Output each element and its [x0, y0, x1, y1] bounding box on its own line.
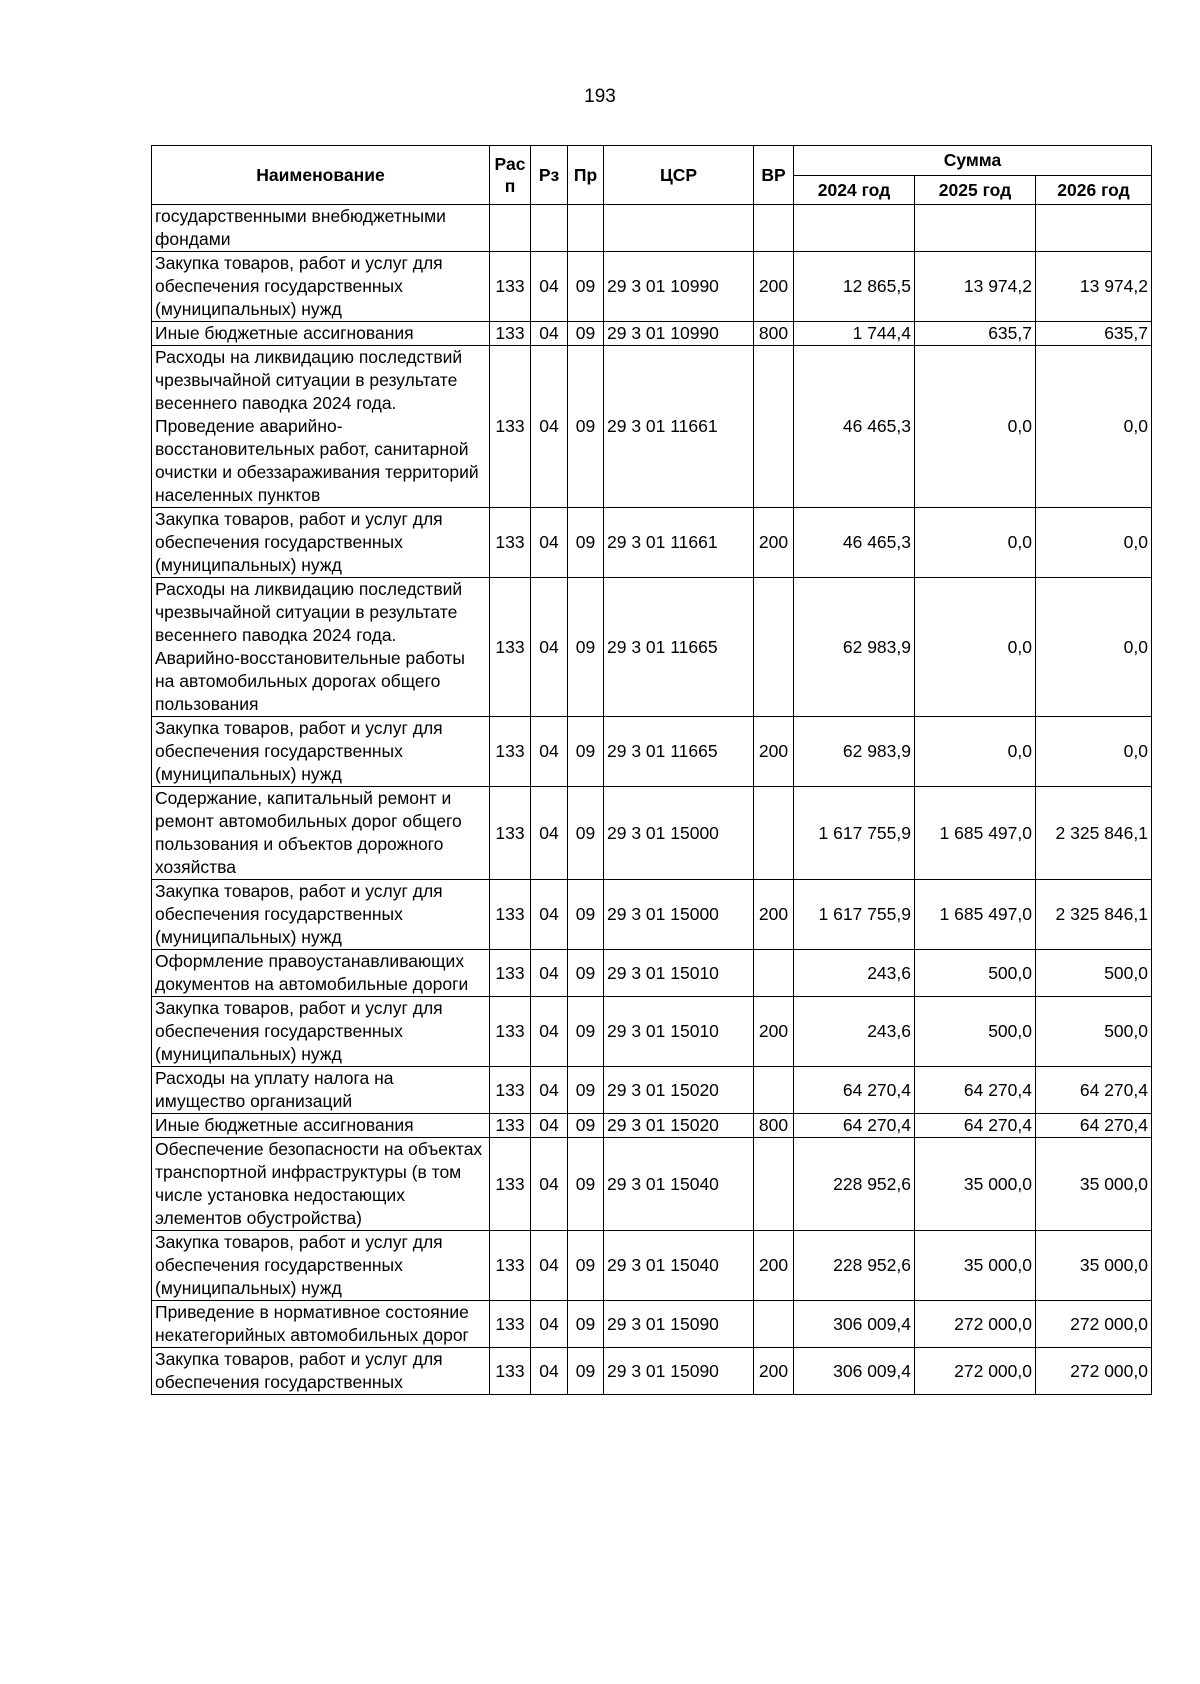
table-row — [152, 578, 1152, 717]
cell-csr: 29 3 01 11665 — [604, 578, 754, 717]
cell-rasp: 133 — [490, 717, 531, 787]
cell-rz: 04 — [531, 346, 568, 508]
cell-rz: 04 — [531, 508, 568, 578]
cell-rasp: 133 — [490, 1138, 531, 1231]
cell-rasp: 133 — [490, 322, 531, 346]
table-row — [152, 787, 1152, 880]
cell-2025: 0,0 — [915, 717, 1036, 787]
cell-vr — [754, 1138, 794, 1231]
table-row — [152, 1138, 1152, 1231]
cell-rz — [531, 205, 568, 252]
cell-2026: 0,0 — [1036, 508, 1152, 578]
cell-2025: 1 685 497,0 — [915, 787, 1036, 880]
cell-2026: 0,0 — [1036, 717, 1152, 787]
cell-2024: 243,6 — [794, 997, 915, 1067]
cell-rz: 04 — [531, 1138, 568, 1231]
cell-2026: 64 270,4 — [1036, 1114, 1152, 1138]
cell-rz: 04 — [531, 880, 568, 950]
cell-name: Закупка товаров, работ и услуг для обеспечения государственных (муниципальных) нужд — [152, 717, 490, 787]
cell-pr: 09 — [568, 1348, 604, 1395]
cell-2024: 12 865,5 — [794, 252, 915, 322]
cell-csr: 29 3 01 11661 — [604, 508, 754, 578]
cell-2026: 35 000,0 — [1036, 1138, 1152, 1231]
cell-2025: 35 000,0 — [915, 1138, 1036, 1231]
cell-2024: 243,6 — [794, 950, 915, 997]
cell-rz: 04 — [531, 717, 568, 787]
cell-csr: 29 3 01 15040 — [604, 1231, 754, 1301]
cell-2026: 2 325 846,1 — [1036, 787, 1152, 880]
cell-2025: 1 685 497,0 — [915, 880, 1036, 950]
cell-csr: 29 3 01 10990 — [604, 252, 754, 322]
cell-2026: 500,0 — [1036, 950, 1152, 997]
cell-csr: 29 3 01 11661 — [604, 346, 754, 508]
cell-2026: 500,0 — [1036, 997, 1152, 1067]
cell-2024: 228 952,6 — [794, 1138, 915, 1231]
cell-pr: 09 — [568, 578, 604, 717]
cell-2025: 0,0 — [915, 578, 1036, 717]
table-row — [152, 1231, 1152, 1301]
cell-name: Закупка товаров, работ и услуг для обеспечения государственных (муниципальных) нужд — [152, 508, 490, 578]
cell-rasp — [490, 205, 531, 252]
cell-rasp: 133 — [490, 346, 531, 508]
table-row — [152, 205, 1152, 252]
cell-2026: 272 000,0 — [1036, 1348, 1152, 1395]
cell-2026: 13 974,2 — [1036, 252, 1152, 322]
cell-pr: 09 — [568, 346, 604, 508]
cell-name: Закупка товаров, работ и услуг для обеспечения государственных (муниципальных) нужд — [152, 880, 490, 950]
cell-2025 — [915, 205, 1036, 252]
cell-2024: 1 617 755,9 — [794, 880, 915, 950]
table-row — [152, 717, 1152, 787]
header-year-2024: 2024 год — [794, 176, 915, 205]
cell-name: Содержание, капитальный ремонт и ремонт автомобильных дорог общего пользования и объектов дорожного хозяйства — [152, 787, 490, 880]
cell-rz: 04 — [531, 1231, 568, 1301]
table-row — [152, 508, 1152, 578]
cell-2025: 64 270,4 — [915, 1067, 1036, 1114]
cell-2025: 500,0 — [915, 950, 1036, 997]
cell-pr: 09 — [568, 950, 604, 997]
cell-rasp: 133 — [490, 1348, 531, 1395]
cell-name: Иные бюджетные ассигнования — [152, 1114, 490, 1138]
cell-name: Закупка товаров, работ и услуг для обеспечения государственных (муниципальных) нужд — [152, 252, 490, 322]
cell-2026: 272 000,0 — [1036, 1301, 1152, 1348]
cell-2024: 64 270,4 — [794, 1067, 915, 1114]
cell-pr: 09 — [568, 322, 604, 346]
cell-rasp: 133 — [490, 950, 531, 997]
cell-csr: 29 3 01 15020 — [604, 1067, 754, 1114]
cell-rz: 04 — [531, 787, 568, 880]
header-rz: Рз — [531, 146, 568, 205]
cell-vr — [754, 1067, 794, 1114]
cell-name: Приведение в нормативное состояние некатегорийных автомобильных дорог — [152, 1301, 490, 1348]
header-vr: ВР — [754, 146, 794, 205]
header-name: Наименование — [152, 146, 490, 205]
cell-pr: 09 — [568, 1231, 604, 1301]
cell-pr: 09 — [568, 1067, 604, 1114]
cell-rasp: 133 — [490, 880, 531, 950]
cell-pr: 09 — [568, 252, 604, 322]
cell-2024: 64 270,4 — [794, 1114, 915, 1138]
cell-rz: 04 — [531, 578, 568, 717]
cell-pr: 09 — [568, 997, 604, 1067]
cell-pr: 09 — [568, 1114, 604, 1138]
header-year-2026: 2026 год — [1036, 176, 1152, 205]
cell-2025: 500,0 — [915, 997, 1036, 1067]
cell-csr: 29 3 01 15090 — [604, 1301, 754, 1348]
cell-2024: 306 009,4 — [794, 1301, 915, 1348]
cell-2025: 35 000,0 — [915, 1231, 1036, 1301]
table-row — [152, 346, 1152, 508]
cell-rasp: 133 — [490, 252, 531, 322]
cell-vr — [754, 205, 794, 252]
budget-table — [151, 145, 1152, 1395]
cell-csr: 29 3 01 15090 — [604, 1348, 754, 1395]
cell-rasp: 133 — [490, 787, 531, 880]
cell-2024: 62 983,9 — [794, 578, 915, 717]
cell-vr — [754, 787, 794, 880]
cell-csr: 29 3 01 10990 — [604, 322, 754, 346]
table-row — [152, 252, 1152, 322]
cell-2026: 635,7 — [1036, 322, 1152, 346]
table-row — [152, 997, 1152, 1067]
cell-vr: 200 — [754, 252, 794, 322]
cell-rz: 04 — [531, 997, 568, 1067]
cell-rasp: 133 — [490, 1231, 531, 1301]
cell-rasp: 133 — [490, 508, 531, 578]
cell-2024: 228 952,6 — [794, 1231, 915, 1301]
header-sum: Сумма — [794, 146, 1152, 176]
cell-2025: 64 270,4 — [915, 1114, 1036, 1138]
cell-csr: 29 3 01 15010 — [604, 997, 754, 1067]
table-row — [152, 1301, 1152, 1348]
cell-vr — [754, 1301, 794, 1348]
cell-vr: 200 — [754, 1231, 794, 1301]
cell-pr: 09 — [568, 508, 604, 578]
cell-2024 — [794, 205, 915, 252]
cell-csr: 29 3 01 15040 — [604, 1138, 754, 1231]
page-number: 193 — [584, 86, 616, 107]
cell-vr — [754, 950, 794, 997]
cell-name: Закупка товаров, работ и услуг для обеспечения государственных — [152, 1348, 490, 1395]
cell-vr — [754, 578, 794, 717]
cell-2024: 62 983,9 — [794, 717, 915, 787]
header-pr: Пр — [568, 146, 604, 205]
cell-pr: 09 — [568, 787, 604, 880]
cell-vr: 200 — [754, 717, 794, 787]
cell-rz: 04 — [531, 1114, 568, 1138]
cell-2026: 0,0 — [1036, 578, 1152, 717]
cell-vr: 200 — [754, 508, 794, 578]
cell-csr: 29 3 01 15010 — [604, 950, 754, 997]
table-row — [152, 1114, 1152, 1138]
cell-rasp: 133 — [490, 1067, 531, 1114]
table-row — [152, 1067, 1152, 1114]
cell-vr: 200 — [754, 1348, 794, 1395]
cell-pr: 09 — [568, 880, 604, 950]
header-year-2025: 2025 год — [915, 176, 1036, 205]
cell-pr: 09 — [568, 1138, 604, 1231]
cell-2026 — [1036, 205, 1152, 252]
cell-name: Расходы на ликвидацию последствий чрезвычайной ситуации в результате весеннего паводка 2024 года. Проведение аварийно-восстановительных работ, санитарной очистки и обеззараживания территорий населенных пунктов — [152, 346, 490, 508]
header-csr: ЦСР — [604, 146, 754, 205]
cell-2025: 272 000,0 — [915, 1348, 1036, 1395]
cell-2025: 0,0 — [915, 508, 1036, 578]
cell-vr: 200 — [754, 880, 794, 950]
cell-2024: 1 744,4 — [794, 322, 915, 346]
cell-pr: 09 — [568, 1301, 604, 1348]
cell-rasp: 133 — [490, 578, 531, 717]
cell-name: государственными внебюджетными фондами — [152, 205, 490, 252]
cell-2024: 306 009,4 — [794, 1348, 915, 1395]
cell-2026: 0,0 — [1036, 346, 1152, 508]
cell-csr: 29 3 01 15020 — [604, 1114, 754, 1138]
cell-rz: 04 — [531, 252, 568, 322]
table-row — [152, 880, 1152, 950]
cell-rasp: 133 — [490, 1114, 531, 1138]
cell-2025: 272 000,0 — [915, 1301, 1036, 1348]
cell-2025: 0,0 — [915, 346, 1036, 508]
cell-name: Обеспечение безопасности на объектах транспортной инфраструктуры (в том числе установка недостающих элементов обустройства) — [152, 1138, 490, 1231]
cell-2025: 635,7 — [915, 322, 1036, 346]
cell-rz: 04 — [531, 950, 568, 997]
table-row — [152, 950, 1152, 997]
cell-name: Оформление правоустанавливающих документов на автомобильные дороги — [152, 950, 490, 997]
cell-csr: 29 3 01 15000 — [604, 787, 754, 880]
cell-name: Расходы на уплату налога на имущество организаций — [152, 1067, 490, 1114]
cell-name: Закупка товаров, работ и услуг для обеспечения государственных (муниципальных) нужд — [152, 1231, 490, 1301]
cell-vr: 200 — [754, 997, 794, 1067]
cell-2025: 13 974,2 — [915, 252, 1036, 322]
cell-csr: 29 3 01 11665 — [604, 717, 754, 787]
cell-2024: 1 617 755,9 — [794, 787, 915, 880]
cell-pr: 09 — [568, 717, 604, 787]
table-row — [152, 322, 1152, 346]
cell-2024: 46 465,3 — [794, 508, 915, 578]
cell-csr: 29 3 01 15000 — [604, 880, 754, 950]
table-body — [152, 205, 1152, 1395]
cell-2026: 35 000,0 — [1036, 1231, 1152, 1301]
table-row — [152, 1348, 1152, 1395]
cell-name: Расходы на ликвидацию последствий чрезвычайной ситуации в результате весеннего паводка 2024 года. Аварийно-восстановительные работы на автомобильных дорогах общего пользования — [152, 578, 490, 717]
cell-rasp: 133 — [490, 997, 531, 1067]
cell-2026: 2 325 846,1 — [1036, 880, 1152, 950]
cell-vr: 800 — [754, 1114, 794, 1138]
cell-vr: 800 — [754, 322, 794, 346]
cell-rasp: 133 — [490, 1301, 531, 1348]
cell-2024: 46 465,3 — [794, 346, 915, 508]
cell-name: Иные бюджетные ассигнования — [152, 322, 490, 346]
cell-vr — [754, 346, 794, 508]
cell-2026: 64 270,4 — [1036, 1067, 1152, 1114]
cell-rz: 04 — [531, 1067, 568, 1114]
cell-rz: 04 — [531, 1301, 568, 1348]
cell-name: Закупка товаров, работ и услуг для обеспечения государственных (муниципальных) нужд — [152, 997, 490, 1067]
cell-csr — [604, 205, 754, 252]
header-rasp: Рас п — [490, 146, 531, 205]
cell-rz: 04 — [531, 1348, 568, 1395]
cell-rz: 04 — [531, 322, 568, 346]
cell-pr — [568, 205, 604, 252]
